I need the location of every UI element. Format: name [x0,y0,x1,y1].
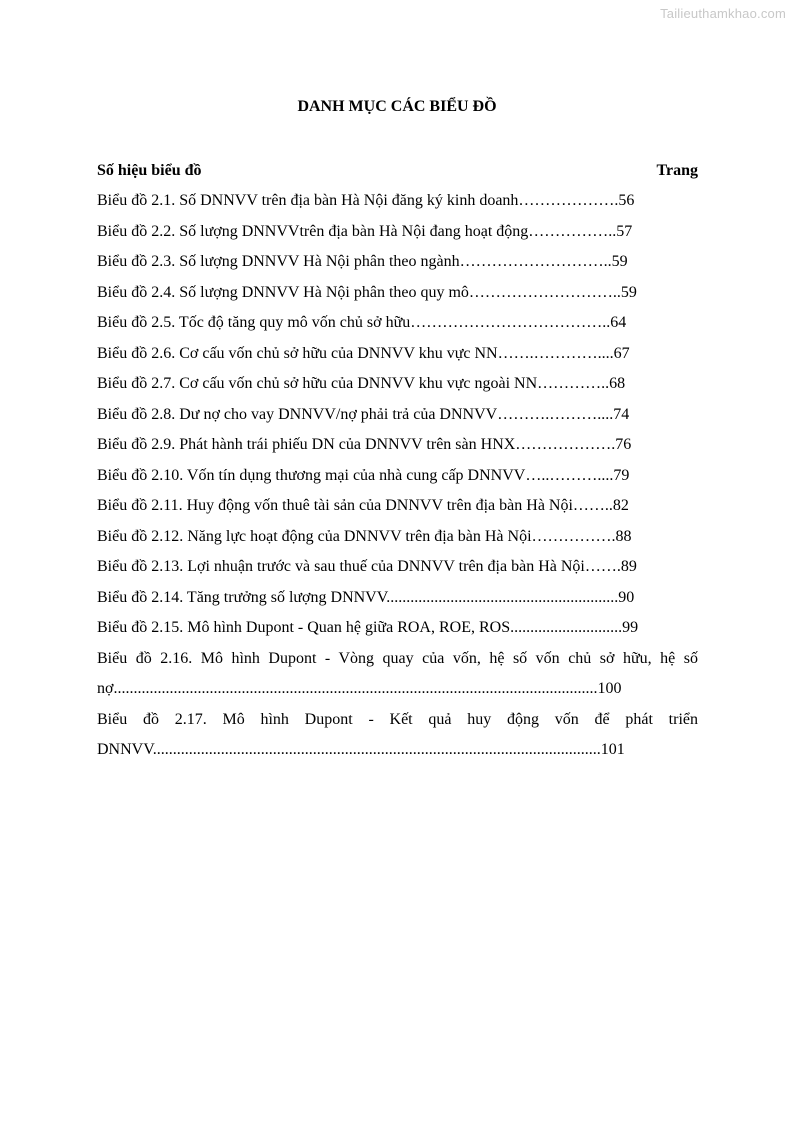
toc-header-page: Trang [656,162,698,179]
toc-entry[interactable]: Biểu đồ 2.12. Năng lực hoạt động của DNNVV trên địa bàn Hà Nội…………….88 [97,527,632,545]
toc-entry[interactable]: Biểu đồ 2.10. Vốn tín dụng thương mại của nhà cung cấp DNNVV…..………....79 [97,466,630,484]
toc-header-label: Số hiệu biểu đồ [97,162,202,179]
toc-entry-multiline[interactable] [97,644,698,705]
toc-entry[interactable]: Biểu đồ 2.1. Số DNNVV trên địa bàn Hà Nội đăng ký kinh doanh……………….56 [97,192,635,209]
toc-entry-line: nợ.........................................................................................................................100 [97,680,622,697]
toc-entry[interactable]: Biểu đồ 2.9. Phát hành trái phiếu DN của DNNVV trên sàn HNX……………….76 [97,436,632,453]
toc-entry[interactable]: Biểu đồ 2.14. Tăng trưởng số lượng DNNVV..........................................................90 [97,588,635,606]
toc-entry[interactable]: Biểu đồ 2.2. Số lượng DNNVVtrên địa bàn Hà Nội đang hoạt động……………..57 [97,222,633,240]
toc-entry-line: Biểu đồ 2.17. Mô hình Dupont - Kết quả huy động vốn để phát triển [97,710,698,728]
toc-entry-multiline[interactable] [97,705,698,766]
page-title: DANH MỤC CÁC BIỂU ĐỒ [297,98,497,115]
toc-header [97,158,698,184]
toc-entry[interactable]: Biểu đồ 2.11. Huy động vốn thuê tài sản của DNNVV trên địa bàn Hà Nội……..82 [97,497,629,514]
toc-entry-line: DNNVV................................................................................................................101 [97,741,625,758]
toc-entry[interactable]: Biểu đồ 2.13. Lợi nhuận trước và sau thuế của DNNVV trên địa bàn Hà Nội…….89 [97,558,637,575]
toc-entry[interactable]: Biểu đồ 2.6. Cơ cấu vốn chủ sở hữu của DNNVV khu vực NN…….…………....67 [97,344,630,362]
toc-entry[interactable]: Biểu đồ 2.3. Số lượng DNNVV Hà Nội phân theo ngành………………………..59 [97,253,628,270]
toc-list [97,186,698,766]
toc-entry[interactable]: Biểu đồ 2.15. Mô hình Dupont - Quan hệ giữa ROA, ROE, ROS............................99 [97,619,639,636]
watermark: Tailieuthamkhao.com [660,6,786,21]
toc-entry[interactable]: Biểu đồ 2.5. Tốc độ tăng quy mô vốn chủ sở hữu………………………………..64 [97,314,627,331]
toc-entry-line: Biểu đồ 2.16. Mô hình Dupont - Vòng quay của vốn, hệ số vốn chủ sở hữu, hệ số [97,649,698,667]
toc-entry[interactable]: Biểu đồ 2.4. Số lượng DNNVV Hà Nội phân theo quy mô………………………..59 [97,283,637,301]
table-of-contents [97,158,698,766]
toc-entry[interactable]: Biểu đồ 2.7. Cơ cấu vốn chủ sở hữu của DNNVV khu vực ngoài NN…………..68 [97,375,626,392]
toc-entry[interactable]: Biểu đồ 2.8. Dư nợ cho vay DNNVV/nợ phải trả của DNNVV……….………....74 [97,405,630,423]
